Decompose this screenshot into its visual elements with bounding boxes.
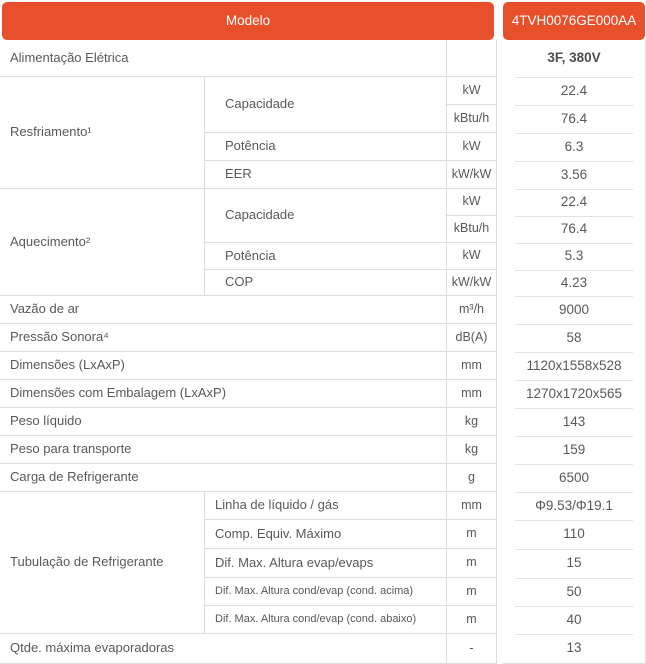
heating-power-label: Potência xyxy=(205,243,447,270)
packed-dimensions-value: 1270x1720x565 xyxy=(503,380,646,408)
piping-line-unit: mm xyxy=(447,492,497,520)
shipping-weight-unit: kg xyxy=(447,436,497,464)
power-supply-value: 3F, 380V xyxy=(503,40,646,77)
dimensions-unit: mm xyxy=(447,352,497,380)
piping-evap-height-value: 15 xyxy=(503,549,646,578)
heating-group-label: Aquecimento² xyxy=(0,189,205,296)
piping-cond-above-unit: m xyxy=(447,578,497,606)
piping-max-length-value: 110 xyxy=(503,520,646,549)
piping-cond-below-label: Dif. Max. Altura cond/evap (cond. abaixo) xyxy=(205,606,447,634)
cooling-eer-unit: kW/kW xyxy=(447,161,497,189)
cooling-capacity-kbtu-unit: kBtu/h xyxy=(447,105,497,133)
net-weight-value: 143 xyxy=(503,408,646,436)
power-supply-unit xyxy=(447,40,497,77)
cooling-eer-value: 3.56 xyxy=(503,161,646,189)
max-evaporators-value: 13 xyxy=(503,634,646,664)
airflow-value: 9000 xyxy=(503,296,646,324)
heating-capacity-label: Capacidade xyxy=(205,189,447,243)
airflow-label: Vazão de ar xyxy=(0,296,447,324)
heating-capacity-kw-value: 22.4 xyxy=(503,189,646,216)
max-evaporators-label: Qtde. máxima evaporadoras xyxy=(0,634,447,664)
cooling-capacity-kbtu-value: 76.4 xyxy=(503,105,646,133)
shipping-weight-value: 159 xyxy=(503,436,646,464)
heating-power-value: 5.3 xyxy=(503,243,646,270)
power-supply-label: Alimentação Elétrica xyxy=(0,40,447,77)
refrigerant-charge-label: Carga de Refrigerante xyxy=(0,464,447,492)
piping-cond-above-label: Dif. Max. Altura cond/evap (cond. acima) xyxy=(205,578,447,606)
refrigerant-charge-unit: g xyxy=(447,464,497,492)
sound-pressure-label: Pressão Sonora⁴ xyxy=(0,324,447,352)
sound-pressure-unit: dB(A) xyxy=(447,324,497,352)
piping-max-length-label: Comp. Equiv. Máximo xyxy=(205,520,447,549)
heating-cop-label: COP xyxy=(205,270,447,296)
max-evaporators-unit: - xyxy=(447,634,497,664)
shipping-weight-label: Peso para transporte xyxy=(0,436,447,464)
piping-cond-above-value: 50 xyxy=(503,578,646,606)
net-weight-unit: kg xyxy=(447,408,497,436)
piping-cond-below-unit: m xyxy=(447,606,497,634)
piping-cond-below-value: 40 xyxy=(503,606,646,634)
heating-capacity-kbtu-unit: kBtu/h xyxy=(447,216,497,243)
cooling-capacity-kw-unit: kW xyxy=(447,77,497,105)
cooling-capacity-kw-value: 22.4 xyxy=(503,77,646,105)
cooling-capacity-label: Capacidade xyxy=(205,77,447,133)
heating-capacity-kbtu-value: 76.4 xyxy=(503,216,646,243)
heating-cop-unit: kW/kW xyxy=(447,270,497,296)
packed-dimensions-unit: mm xyxy=(447,380,497,408)
piping-line-label: Linha de líquido / gás xyxy=(205,492,447,520)
cooling-eer-label: EER xyxy=(205,161,447,189)
piping-max-length-unit: m xyxy=(447,520,497,549)
packed-dimensions-label: Dimensões com Embalagem (LxAxP) xyxy=(0,380,447,408)
refrigerant-charge-value: 6500 xyxy=(503,464,646,492)
heating-power-unit: kW xyxy=(447,243,497,270)
piping-line-value: Φ9.53/Φ19.1 xyxy=(503,492,646,520)
model-number-cell: 4TVH0076GE000AA xyxy=(503,2,645,40)
model-header-cell: Modelo xyxy=(2,2,494,40)
sound-pressure-value: 58 xyxy=(503,324,646,352)
cooling-power-label: Potência xyxy=(205,133,447,161)
cooling-group-label: Resfriamento¹ xyxy=(0,77,205,189)
cooling-power-unit: kW xyxy=(447,133,497,161)
piping-group-label: Tubulação de Refrigerante xyxy=(0,492,205,634)
heating-cop-value: 4.23 xyxy=(503,270,646,296)
piping-evap-height-label: Dif. Max. Altura evap/evaps xyxy=(205,549,447,578)
dimensions-label: Dimensões (LxAxP) xyxy=(0,352,447,380)
dimensions-value: 1120x1558x528 xyxy=(503,352,646,380)
airflow-unit: m³/h xyxy=(447,296,497,324)
cooling-power-value: 6.3 xyxy=(503,133,646,161)
net-weight-label: Peso líquido xyxy=(0,408,447,436)
piping-evap-height-unit: m xyxy=(447,549,497,578)
heating-capacity-kw-unit: kW xyxy=(447,189,497,216)
